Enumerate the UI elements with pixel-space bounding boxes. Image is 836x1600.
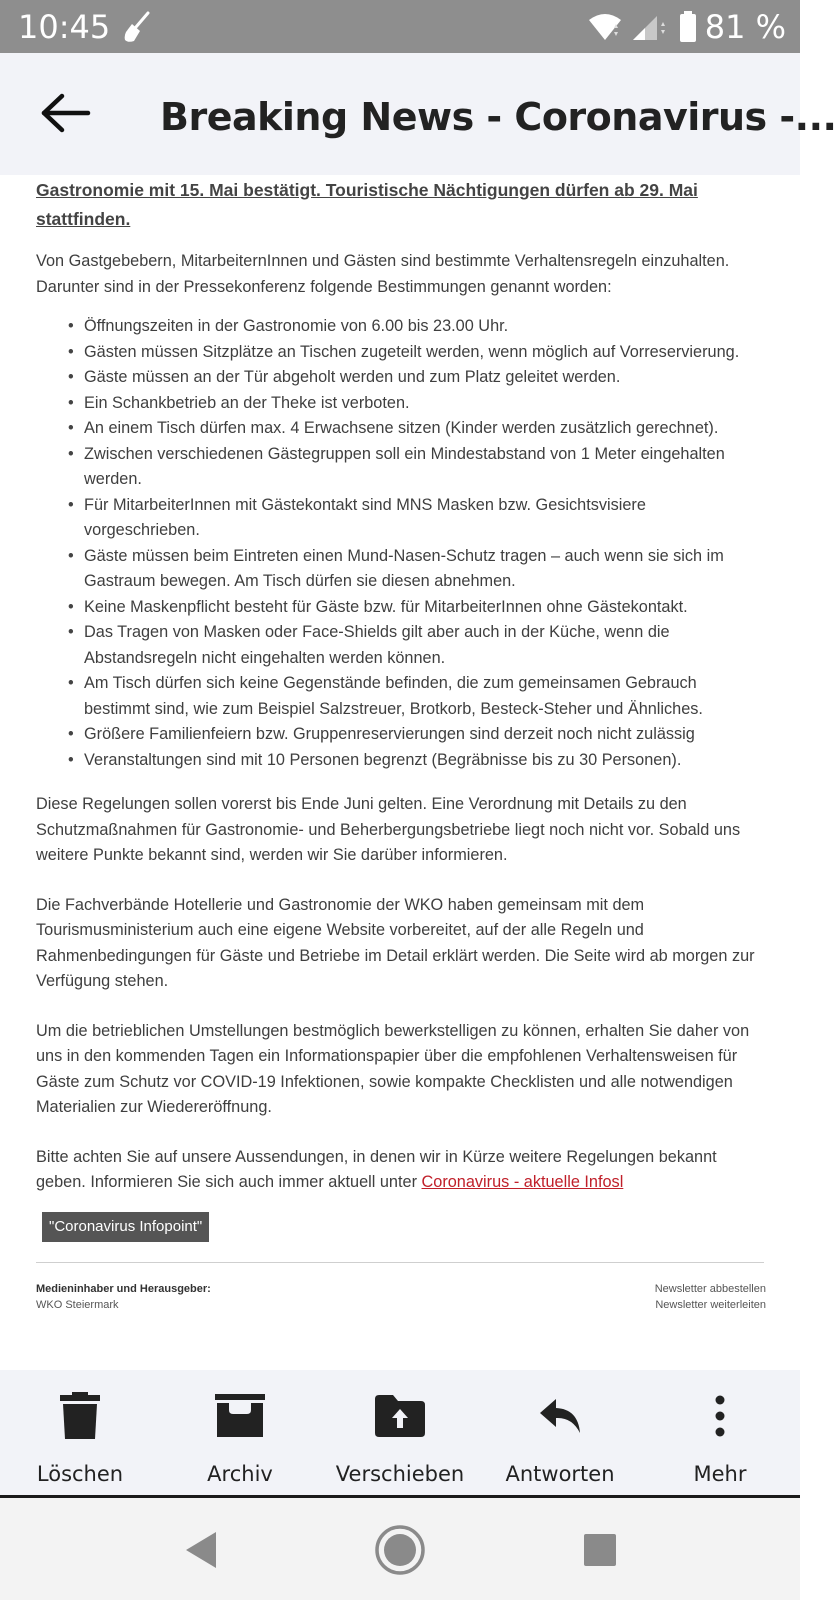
- list-item: • Zwischen verschiedenen Gästegruppen soll ein Mindestabstand von 1 Meter eingehalten werden.: [84, 442, 766, 493]
- closing-paragraph: [36, 1145, 766, 1196]
- reply-label: Antworten: [505, 1462, 615, 1486]
- more-label: Mehr: [693, 1462, 747, 1486]
- move-label: Verschieben: [335, 1462, 465, 1486]
- system-nav-bar: [0, 1498, 800, 1600]
- move-button[interactable]: [320, 1370, 480, 1495]
- broom-icon: [122, 10, 152, 44]
- list-item: • An einem Tisch dürfen max. 4 Erwachsene sitzen (Kinder werden zusätzlich gerechnet).: [84, 416, 766, 442]
- list-item: • Gäste müssen beim Eintreten einen Mund-Nasen-Schutz tragen – auch wenn sie sich im Gastraum bewegen. Am Tisch dürfen sie diesen abnehmen.: [84, 544, 766, 595]
- archive-icon: [214, 1390, 266, 1442]
- list-item: • Gäste müssen an der Tür abgeholt werden und zum Platz geleitet werden.: [84, 365, 766, 391]
- email-body[interactable]: [0, 175, 800, 1370]
- info-paper-paragraph: Um die betrieblichen Umstellungen bestmöglich bewerkstelligen zu können, erhalten Sie daher von uns in den kommenden Tagen ein Informationspapier über die empfohlenen Verhaltensweisen für Gäste zum Schutz vor COVID-19 Infektionen, sowie kompakte Checklisten und alle notwendigen Materialien zur Wiedereröffnung.: [36, 1021, 750, 1116]
- email-footer: [36, 1281, 766, 1321]
- intro-paragraph: Von Gastgebebern, MitarbeiternInnen und Gästen sind bestimmte Verhaltensregeln einzuhalten. Darunter sind in der Pressekonferenz folgende Bestimmungen genannt worden:: [36, 252, 730, 296]
- back-triangle-icon: [182, 1530, 218, 1570]
- status-right: [587, 8, 786, 46]
- folder-move-icon: [374, 1390, 426, 1442]
- lead-paragraph: Gastronomie mit 15. Mai bestätigt. Touristische Nächtigungen dürfen ab 29. Mai stattfinden.: [36, 180, 698, 229]
- email-body-inner: [36, 147, 766, 1321]
- battery-percent: 81 %: [704, 8, 786, 46]
- divider: [36, 1262, 764, 1263]
- reply-icon: [534, 1390, 586, 1442]
- battery-icon: [679, 11, 697, 43]
- arrow-left-icon: [40, 93, 92, 133]
- unsubscribe-link[interactable]: Newsletter abbestellen: [654, 1282, 766, 1295]
- coronavirus-info-link[interactable]: Coronavirus - aktuelle Infosl: [421, 1173, 624, 1191]
- app-header: [0, 53, 836, 175]
- email-subject: Breaking News - Coronavirus -...: [160, 95, 836, 139]
- home-circle-icon: [374, 1524, 426, 1576]
- validity-paragraph: Diese Regelungen sollen vorerst bis Ende Juni gelten. Eine Verordnung mit Details zu den Schutzmaßnahmen für Gastronomie- und Beherbergungsbetriebe liegt noch nicht vor. Sobald uns weitere Punkte bekannt sind, werden wir Sie darüber informieren.: [36, 795, 741, 864]
- wifi-icon: [587, 12, 623, 42]
- list-item: • Gästen müssen Sitzplätze an Tischen zugeteilt werden, wenn möglich auf Vorreservierung.: [84, 340, 766, 366]
- signal-icon: [631, 12, 667, 42]
- archive-label: Archiv: [207, 1462, 273, 1486]
- status-time: 10:45: [18, 8, 111, 46]
- imprint-label: Medieninhaber und Herausgeber:: [36, 1282, 211, 1295]
- delete-button[interactable]: [0, 1370, 160, 1495]
- action-toolbar: [0, 1370, 800, 1495]
- list-item: • Das Tragen von Masken oder Face-Shields gilt aber auch in der Küche, wenn die Abstandsregeln nicht eingehalten werden können.: [84, 620, 766, 671]
- nav-home-button[interactable]: [372, 1522, 428, 1578]
- list-item: • Für MitarbeiterInnen mit Gästekontakt sind MNS Masken bzw. Gesichtsvisiere vorgeschrieben.: [84, 493, 766, 544]
- more-vertical-icon: [694, 1390, 746, 1442]
- nav-back-button[interactable]: [172, 1522, 228, 1578]
- list-item: • Am Tisch dürfen sich keine Gegenstände befinden, die zum gemeinsamen Gebrauch bestimmt sind, wie zum Beispiel Salzstreuer, Brotkorb, Besteck-Steher und Ähnliches.: [84, 671, 766, 722]
- nav-recents-button[interactable]: [572, 1522, 628, 1578]
- trash-icon: [54, 1390, 106, 1442]
- list-item: • Größere Familienfeiern bzw. Gruppenreservierungen sind derzeit noch nicht zulässig: [84, 722, 766, 748]
- list-item: • Öffnungszeiten in der Gastronomie von 6.00 bis 23.00 Uhr.: [84, 314, 766, 340]
- list-item: • Keine Maskenpflicht besteht für Gäste bzw. für MitarbeiterInnen ohne Gästekontakt.: [84, 595, 766, 621]
- reply-button[interactable]: [480, 1370, 640, 1495]
- forward-link[interactable]: Newsletter weiterleiten: [655, 1298, 766, 1311]
- back-button[interactable]: [34, 81, 98, 145]
- imprint-value: WKO Steiermark: [36, 1298, 119, 1311]
- recents-square-icon: [582, 1532, 618, 1568]
- status-bar: [0, 0, 800, 53]
- more-button[interactable]: [640, 1370, 800, 1495]
- closing-text: Bitte achten Sie auf unsere Aussendungen, in denen wir in Kürze weitere Regelungen bekannt geben. Informieren Sie sich auch immer aktuell unter: [36, 1147, 717, 1191]
- archive-button[interactable]: [160, 1370, 320, 1495]
- list-item: • Veranstaltungen sind mit 10 Personen begrenzt (Begräbnisse bis zu 30 Personen).: [84, 748, 766, 774]
- list-item: • Ein Schankbetrieb an der Theke ist verboten.: [84, 391, 766, 417]
- delete-label: Löschen: [36, 1462, 124, 1486]
- infopoint-button[interactable]: "Coronavirus Infopoint": [42, 1212, 209, 1242]
- rules-list: [36, 314, 766, 773]
- website-paragraph: Die Fachverbände Hotellerie und Gastronomie der WKO haben gemeinsam mit dem Tourismusministerium auch eine eigene Website vorbereitet, auf der alle Regeln und Rahmenbedingungen für Gäste und Betriebe im Detail erklärt werden. Die Seite wird ab morgen zur Verfügung stehen.: [36, 895, 755, 990]
